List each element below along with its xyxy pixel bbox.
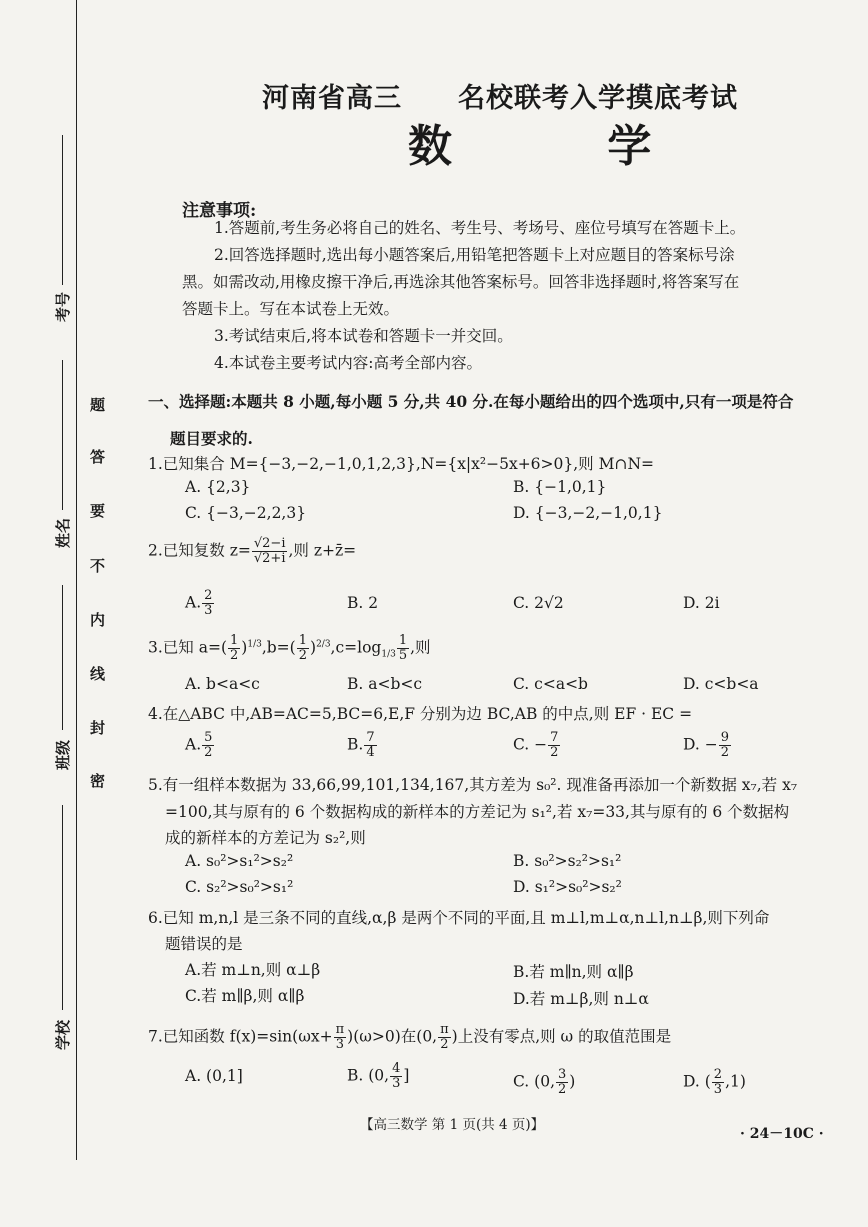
- denominator: 2: [230, 648, 239, 663]
- numerator: π: [335, 1022, 345, 1037]
- q3-text: ): [310, 638, 317, 657]
- binding-line: [76, 0, 77, 1160]
- fraction: [202, 731, 214, 760]
- class-label: 班级: [54, 739, 72, 770]
- text: ,1): [725, 1072, 746, 1091]
- q7-option-d: [683, 1068, 746, 1097]
- q5-option-a: A. s₀²>s₁²>s₂²: [185, 852, 294, 870]
- text: D. (: [683, 1072, 711, 1091]
- q2-stem-suffix: ,则 z+z̄=: [288, 541, 357, 560]
- question-6-line: 6.已知 m,n,l 是三条不同的直线,α,β 是两个不同的平面,且 m⊥l,m⊥α,n⊥l,n⊥β,则下列命: [148, 909, 770, 927]
- question-5-line: 成的新样本的方差记为 s₂²,则: [165, 829, 366, 847]
- q5-option-d: D. s₁²>s₀²>s₂²: [513, 878, 622, 896]
- text: ]: [403, 1066, 410, 1085]
- denominator: 2: [558, 1082, 567, 1097]
- fraction: [712, 1068, 724, 1097]
- q5-option-b: B. s₀²>s₂²>s₁²: [513, 852, 622, 870]
- numerator: 4: [392, 1061, 401, 1076]
- fraction: [556, 1068, 568, 1097]
- q4-option-b: [347, 731, 378, 760]
- numerator: 1: [398, 633, 408, 648]
- exam-title: 名校联考入学摸底考试: [458, 83, 738, 114]
- text: C. (0,: [513, 1072, 555, 1091]
- label: B.: [347, 735, 364, 754]
- fraction: [397, 634, 409, 663]
- q3-option-b: B. a<b<c: [347, 675, 423, 693]
- fraction: [228, 634, 240, 663]
- q3-text: ): [241, 638, 248, 657]
- notice-line: 2.回答选择题时,选出每小题答案后,用铅笔把答题卡上对应题目的答案标号涂: [214, 246, 735, 264]
- question-4-stem: 4.在△ABC 中,AB=AC=5,BC=6,E,F 分别为边 BC,AB 的中点,则 EF · EC =: [148, 705, 693, 723]
- fraction: [719, 731, 731, 760]
- seal-char: 密: [90, 772, 106, 790]
- q2-stem-prefix: 2.已知复数 z=: [148, 541, 251, 560]
- question-5-line: =100,其与原有的 6 个数据构成的新样本的方差记为 s₁²,若 x₇=33,其与原有的 6 个数据构: [165, 803, 790, 821]
- q1-option-c: C. {−3,−2,2,3}: [185, 504, 307, 522]
- section-heading: 一、选择题:本题共 8 小题,每小题 5 分,共 40 分.在每小题给出的四个选项中,只有一项是符合: [148, 392, 794, 411]
- denominator: 2: [204, 745, 213, 760]
- denominator: 4: [366, 745, 375, 760]
- subject-title: 数 学: [408, 121, 722, 172]
- q7-text: 7.已知函数 f(x)=sin(ωx+: [148, 1027, 333, 1046]
- q3-text: 3.已知 a=(: [148, 638, 227, 657]
- q1-option-a: A. {2,3}: [185, 478, 251, 496]
- log-base: 1/3: [381, 649, 396, 660]
- q6-option-c: C.若 m∥β,则 α∥β: [185, 987, 305, 1005]
- name-field: [62, 360, 63, 510]
- fraction: [364, 731, 376, 760]
- notice-line: 3.考试结束后,将本试卷和答题卡一并交回。: [214, 327, 513, 345]
- numerator: π: [440, 1022, 449, 1037]
- numerator: 1: [230, 633, 239, 648]
- q7-text: )(ω>0)在(0,: [347, 1027, 438, 1046]
- page-footer: 【高三数学 第 1 页(共 4 页)】: [360, 1117, 545, 1133]
- q2-option-c: C. 2√2: [513, 594, 564, 612]
- denominator: 3: [713, 1082, 723, 1097]
- denominator: 3: [392, 1076, 401, 1091]
- q3-text: ,则: [410, 638, 431, 657]
- fraction: [297, 634, 309, 663]
- seal-char: 内: [90, 611, 106, 629]
- numerator: 2: [713, 1067, 723, 1082]
- fraction: [334, 1023, 347, 1052]
- numerator: 1: [298, 633, 307, 648]
- q3-text: ,c=log: [330, 638, 382, 657]
- section-heading-cont: 题目要求的.: [170, 429, 253, 448]
- notice-heading: 注意事项:: [182, 201, 257, 221]
- denominator: 5: [398, 648, 408, 663]
- denominator: 2: [720, 745, 729, 760]
- q4-option-d: [683, 731, 732, 760]
- numerator: 3: [558, 1067, 567, 1082]
- q3-text: ,b=(: [261, 638, 296, 657]
- label: C. −: [513, 735, 548, 754]
- label: A.: [185, 735, 202, 754]
- seal-char: 要: [90, 502, 106, 520]
- question-5-line: 5.有一组样本数据为 33,66,99,101,134,167,其方差为 s₀². 现准备再添加一个新数据 x₇,若 x₇: [148, 776, 798, 794]
- seal-char: 题: [90, 396, 106, 414]
- fraction: [438, 1023, 451, 1052]
- q5-option-c: C. s₂²>s₀²>s₁²: [185, 878, 294, 896]
- denominator: 2: [298, 648, 307, 663]
- notice-line: 答题卡上。写在本试卷上无效。: [182, 300, 400, 318]
- q1-option-d: D. {−3,−2,−1,0,1}: [513, 504, 663, 522]
- q4-option-a: [185, 731, 215, 760]
- numerator: 5: [204, 730, 213, 745]
- paper-code: · 24－10C ·: [740, 1126, 824, 1142]
- numerator: 7: [366, 730, 375, 745]
- school-field: [62, 805, 63, 1010]
- q3-option-a: A. b<a<c: [185, 675, 260, 693]
- q2-fraction: [252, 537, 288, 566]
- q1-option-b: B. {−1,0,1}: [513, 478, 607, 496]
- text: B. (0,: [347, 1066, 390, 1085]
- question-6-line: 题错误的是: [165, 935, 243, 953]
- notice-line: 黑。如需改动,用橡皮擦干净后,再选涂其他答案标号。回答非选择题时,将答案写在: [182, 273, 740, 291]
- q2-option-a-label: A.: [185, 593, 202, 612]
- question-7-stem: [148, 1023, 671, 1052]
- question-1-stem: 1.已知集合 M={−3,−2,−1,0,1,2,3},N={x|x²−5x+6>0},则 M∩N=: [148, 455, 655, 473]
- denominator: 2: [550, 745, 559, 760]
- exponent: 2/3: [316, 639, 331, 650]
- class-field: [62, 585, 63, 730]
- seal-char: 封: [90, 719, 106, 737]
- q4-option-c: [513, 731, 561, 760]
- seal-char: 线: [90, 665, 106, 683]
- q6-option-d: D.若 m⊥β,则 n⊥α: [513, 990, 649, 1008]
- label: D. −: [683, 735, 718, 754]
- numerator: 7: [550, 730, 559, 745]
- fraction: [202, 589, 214, 618]
- denominator: 3: [335, 1037, 344, 1052]
- school-label: 学校: [54, 1019, 72, 1050]
- q7-text: )上没有零点,则 ω 的取值范围是: [451, 1027, 672, 1046]
- exam-number-label: 考号: [54, 291, 72, 322]
- q3-option-c: C. c<a<b: [513, 675, 588, 693]
- q6-option-a: A.若 m⊥n,则 α⊥β: [185, 961, 321, 979]
- q3-option-d: D. c<b<a: [683, 675, 759, 693]
- seal-char: 答: [90, 448, 106, 466]
- question-3-stem: [148, 634, 431, 663]
- fraction: [548, 731, 560, 760]
- q6-option-b: B.若 m∥n,则 α∥β: [513, 963, 634, 981]
- q7-option-a: A. (0,1]: [185, 1067, 243, 1085]
- numerator: 2: [204, 588, 213, 603]
- notice-line: 1.答题前,考生务必将自己的姓名、考生号、考场号、座位号填写在答题卡上。: [214, 219, 746, 237]
- exam-number-field: [62, 135, 63, 285]
- name-label: 姓名: [54, 517, 72, 548]
- q7-option-c: [513, 1068, 575, 1097]
- q2-option-d: D. 2i: [683, 594, 720, 612]
- q2-option-a: [185, 589, 215, 618]
- seal-char: 不: [90, 557, 106, 575]
- question-2-stem: [148, 537, 356, 566]
- notice-line: 4.本试卷主要考试内容:高考全部内容。: [214, 354, 483, 372]
- text: ): [569, 1072, 576, 1091]
- denominator: 3: [204, 603, 213, 618]
- q7-option-b: [347, 1062, 409, 1091]
- q2-denominator: √2+i: [253, 551, 286, 566]
- denominator: 2: [440, 1037, 449, 1052]
- fraction: [390, 1062, 402, 1091]
- numerator: 9: [720, 730, 729, 745]
- q2-numerator: √2−i: [253, 536, 286, 551]
- title-prefix: 河南省高三: [262, 83, 402, 114]
- exponent: 1/3: [247, 639, 262, 650]
- q2-option-b: B. 2: [347, 594, 379, 612]
